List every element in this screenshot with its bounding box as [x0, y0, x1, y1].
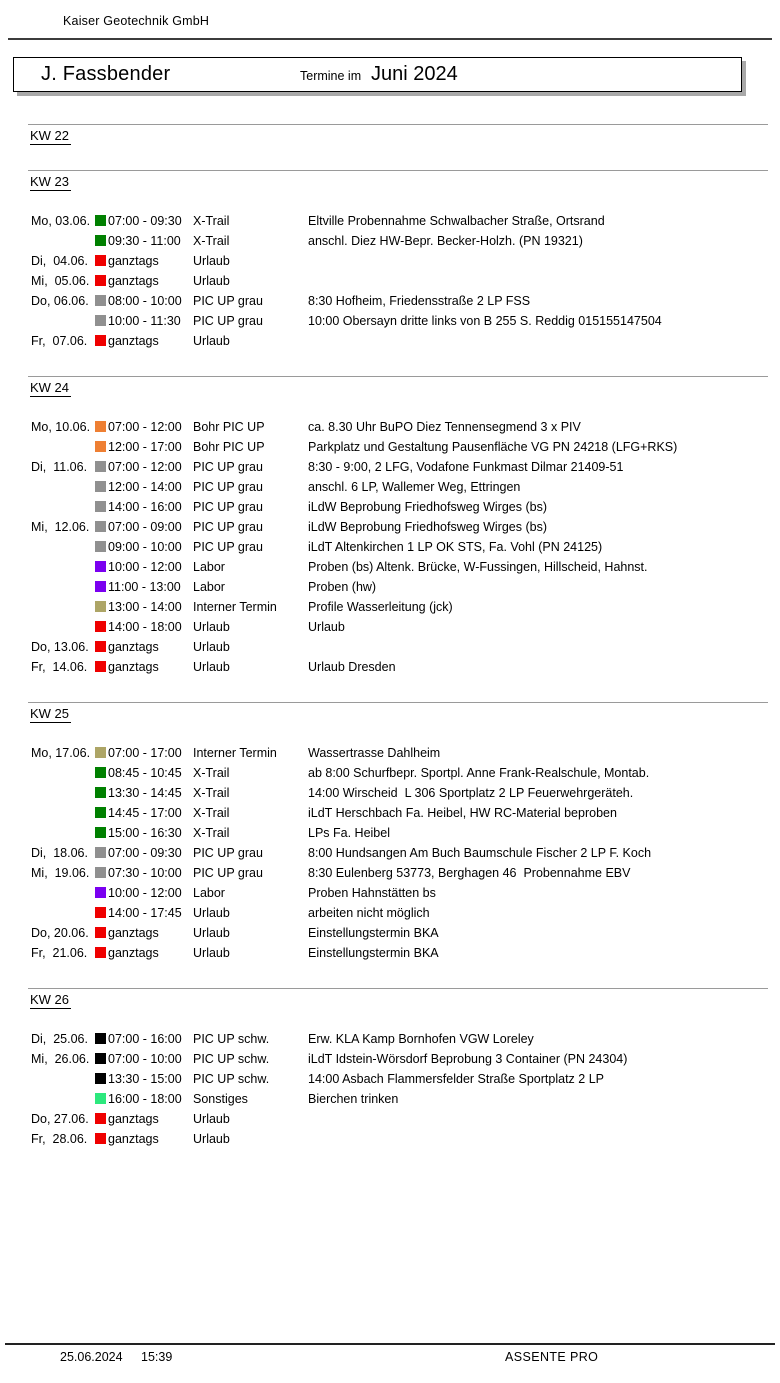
week-section — [28, 124, 768, 145]
appointment-row — [28, 577, 768, 597]
day-label: Do, 13.06. — [31, 640, 89, 654]
week-section — [28, 988, 768, 1149]
day-label: Do, 20.06. — [31, 926, 89, 940]
appointment-description: iLdT Herschbach Fa. Heibel, HW RC-Material beproben — [308, 806, 617, 820]
appointment-row — [28, 311, 768, 331]
appointment-row — [28, 457, 768, 477]
day-label: Di, 04.06. — [31, 254, 88, 268]
appointment-type: Urlaub — [193, 274, 230, 288]
category-color-marker — [95, 867, 106, 878]
category-color-marker — [95, 1133, 106, 1144]
category-color-marker — [95, 787, 106, 798]
footer-app-name: ASSENTE PRO — [505, 1350, 599, 1364]
appointment-type: Urlaub — [193, 946, 230, 960]
time-range: 14:00 - 16:00 — [108, 500, 182, 514]
footer-print-time: 15:39 — [141, 1350, 173, 1364]
category-color-marker — [95, 581, 106, 592]
appointment-type: Urlaub — [193, 926, 230, 940]
day-label: Do, 27.06. — [31, 1112, 89, 1126]
day-label: Do, 06.06. — [31, 294, 89, 308]
time-range: 07:00 - 09:30 — [108, 214, 182, 228]
appointment-description: arbeiten nicht möglich — [308, 906, 430, 920]
week-rows — [28, 1029, 768, 1149]
appointment-description: LPs Fa. Heibel — [308, 826, 390, 840]
time-range: 14:00 - 17:45 — [108, 906, 182, 920]
category-color-marker — [95, 807, 106, 818]
appointment-row — [28, 1029, 768, 1049]
day-label: Mi, 05.06. — [31, 274, 90, 288]
appointment-row — [28, 331, 768, 351]
time-range: 09:00 - 10:00 — [108, 540, 182, 554]
time-range: ganztags — [108, 660, 159, 674]
time-range: ganztags — [108, 274, 159, 288]
time-range: ganztags — [108, 1112, 159, 1126]
day-label: Di, 18.06. — [31, 846, 88, 860]
day-label: Mi, 12.06. — [31, 520, 90, 534]
category-color-marker — [95, 295, 106, 306]
appointment-type: X-Trail — [193, 826, 230, 840]
appointment-type: Urlaub — [193, 640, 230, 654]
appointment-description: Profile Wasserleitung (jck) — [308, 600, 453, 614]
day-label: Fr, 28.06. — [31, 1132, 88, 1146]
appointment-type: PIC UP grau — [193, 866, 263, 880]
appointment-type: Urlaub — [193, 1112, 230, 1126]
category-color-marker — [95, 827, 106, 838]
appointment-row — [28, 823, 768, 843]
weeks-container — [28, 0, 768, 1174]
appointment-description: Erw. KLA Kamp Bornhofen VGW Loreley — [308, 1032, 534, 1046]
appointment-type: X-Trail — [193, 234, 230, 248]
footer-print-date: 25.06.2024 — [60, 1350, 123, 1364]
appointment-description: ab 8:00 Schurfbepr. Sportpl. Anne Frank-Realschule, Montab. — [308, 766, 650, 780]
week-label: KW 23 — [30, 174, 70, 189]
appointment-row — [28, 923, 768, 943]
appointment-row — [28, 617, 768, 637]
time-range: 10:00 - 12:00 — [108, 560, 182, 574]
category-color-marker — [95, 275, 106, 286]
day-label: Mo, 17.06. — [31, 746, 91, 760]
appointment-type: Sonstiges — [193, 1092, 248, 1106]
category-color-marker — [95, 481, 106, 492]
appointment-type: Bohr PIC UP — [193, 420, 265, 434]
time-range: 13:30 - 15:00 — [108, 1072, 182, 1086]
appointment-description: Eltville Probennahme Schwalbacher Straße, Ortsrand — [308, 214, 605, 228]
appointment-description: iLdT Idstein-Wörsdorf Beprobung 3 Container (PN 24304) — [308, 1052, 628, 1066]
week-rows — [28, 211, 768, 351]
appointment-type: X-Trail — [193, 806, 230, 820]
week-label: KW 22 — [30, 128, 70, 143]
time-range: 07:00 - 12:00 — [108, 420, 182, 434]
appointment-description: Wassertrasse Dahlheim — [308, 746, 441, 760]
appointment-row — [28, 863, 768, 883]
appointment-row — [28, 637, 768, 657]
appointment-type: Urlaub — [193, 660, 230, 674]
appointment-row — [28, 477, 768, 497]
appointment-description: 8:00 Hundsangen Am Buch Baumschule Fischer 2 LP F. Koch — [308, 846, 652, 860]
appointment-description: 14:00 Asbach Flammersfelder Straße Sportplatz 2 LP — [308, 1072, 604, 1086]
category-color-marker — [95, 501, 106, 512]
time-range: 12:00 - 14:00 — [108, 480, 182, 494]
category-color-marker — [95, 947, 106, 958]
category-color-marker — [95, 1033, 106, 1044]
appointment-type: X-Trail — [193, 786, 230, 800]
time-range: ganztags — [108, 926, 159, 940]
appointment-row — [28, 437, 768, 457]
footer-divider — [5, 1343, 775, 1345]
day-label: Mo, 10.06. — [31, 420, 91, 434]
appointment-description: Proben (bs) Altenk. Brücke, W-Fussingen, Hillscheid, Hahnst. — [308, 560, 648, 574]
week-label: KW 25 — [30, 706, 70, 721]
person-name: J. Fassbender — [41, 63, 171, 85]
appointment-row — [28, 1109, 768, 1129]
appointment-row — [28, 657, 768, 677]
appointment-description: 14:00 Wirscheid L 306 Sportplatz 2 LP Feuerwehrgeräteh. — [308, 786, 634, 800]
time-range: 16:00 - 18:00 — [108, 1092, 182, 1106]
category-color-marker — [95, 215, 106, 226]
category-color-marker — [95, 927, 106, 938]
time-range: 07:00 - 09:00 — [108, 520, 182, 534]
time-range: 12:00 - 17:00 — [108, 440, 182, 454]
day-label: Fr, 21.06. — [31, 946, 88, 960]
appointment-type: Bohr PIC UP — [193, 440, 265, 454]
day-label: Mi, 26.06. — [31, 1052, 90, 1066]
appointment-row — [28, 903, 768, 923]
appointment-type: X-Trail — [193, 766, 230, 780]
appointment-row — [28, 743, 768, 763]
appointment-row — [28, 231, 768, 251]
appointment-description: Einstellungstermin BKA — [308, 946, 439, 960]
week-section — [28, 702, 768, 963]
appointment-row — [28, 597, 768, 617]
time-range: ganztags — [108, 1132, 159, 1146]
category-color-marker — [95, 747, 106, 758]
category-color-marker — [95, 767, 106, 778]
appointment-description: Proben Hahnstätten bs — [308, 886, 436, 900]
category-color-marker — [95, 461, 106, 472]
time-range: 10:00 - 12:00 — [108, 886, 182, 900]
category-color-marker — [95, 887, 106, 898]
appointment-description: Parkplatz und Gestaltung Pausenfläche VG PN 24218 (LFG+RKS) — [308, 440, 678, 454]
appointment-description: iLdW Beprobung Friedhofsweg Wirges (bs) — [308, 520, 547, 534]
time-range: 07:00 - 10:00 — [108, 1052, 182, 1066]
day-label: Mo, 03.06. — [31, 214, 91, 228]
appointment-row — [28, 763, 768, 783]
appointment-type: Interner Termin — [193, 600, 277, 614]
appointment-row — [28, 883, 768, 903]
title-prefix: Termine im — [300, 69, 362, 83]
time-range: 11:00 - 13:00 — [108, 580, 181, 594]
appointment-row — [28, 783, 768, 803]
time-range: 14:45 - 17:00 — [108, 806, 182, 820]
time-range: 07:00 - 16:00 — [108, 1032, 182, 1046]
day-label: Fr, 07.06. — [31, 334, 88, 348]
week-rows — [28, 743, 768, 963]
appointment-row — [28, 417, 768, 437]
appointment-type: X-Trail — [193, 214, 230, 228]
week-label: KW 26 — [30, 992, 70, 1007]
appointment-description: Urlaub Dresden — [308, 660, 396, 674]
time-range: 07:30 - 10:00 — [108, 866, 182, 880]
time-range: ganztags — [108, 254, 159, 268]
time-range: 07:00 - 09:30 — [108, 846, 182, 860]
category-color-marker — [95, 1113, 106, 1124]
appointment-type: PIC UP grau — [193, 540, 263, 554]
company-name: Kaiser Geotechnik GmbH — [63, 14, 210, 28]
appointment-type: PIC UP grau — [193, 294, 263, 308]
category-color-marker — [95, 1053, 106, 1064]
time-range: 07:00 - 12:00 — [108, 460, 182, 474]
appointment-row — [28, 1129, 768, 1149]
day-label: Di, 11.06. — [31, 460, 88, 474]
appointment-type: Urlaub — [193, 1132, 230, 1146]
day-label: Fr, 14.06. — [31, 660, 88, 674]
category-color-marker — [95, 847, 106, 858]
appointment-row — [28, 557, 768, 577]
week-section — [28, 376, 768, 677]
appointment-description: iLdW Beprobung Friedhofsweg Wirges (bs) — [308, 500, 547, 514]
title-month: Juni 2024 — [371, 63, 458, 85]
day-label: Mi, 19.06. — [31, 866, 90, 880]
time-range: 08:00 - 10:00 — [108, 294, 182, 308]
category-color-marker — [95, 641, 106, 652]
day-label: Di, 25.06. — [31, 1032, 88, 1046]
time-range: 07:00 - 17:00 — [108, 746, 182, 760]
appointment-type: PIC UP schw. — [193, 1052, 270, 1066]
time-range: 08:45 - 10:45 — [108, 766, 182, 780]
time-range: 09:30 - 11:00 — [108, 234, 181, 248]
appointment-description: Bierchen trinken — [308, 1092, 399, 1106]
appointment-type: PIC UP grau — [193, 500, 263, 514]
time-range: 13:30 - 14:45 — [108, 786, 182, 800]
time-range: ganztags — [108, 640, 159, 654]
time-range: 15:00 - 16:30 — [108, 826, 182, 840]
appointment-type: PIC UP grau — [193, 314, 263, 328]
time-range: 13:00 - 14:00 — [108, 600, 182, 614]
appointment-type: PIC UP grau — [193, 520, 263, 534]
appointment-type: Urlaub — [193, 620, 230, 634]
appointment-type: PIC UP grau — [193, 846, 263, 860]
appointment-type: Urlaub — [193, 334, 230, 348]
appointment-type: Urlaub — [193, 906, 230, 920]
appointment-description: Einstellungstermin BKA — [308, 926, 439, 940]
appointment-row — [28, 1069, 768, 1089]
week-label: KW 24 — [30, 380, 70, 395]
category-color-marker — [95, 255, 106, 266]
category-color-marker — [95, 335, 106, 346]
category-color-marker — [95, 601, 106, 612]
appointment-row — [28, 291, 768, 311]
appointment-row — [28, 843, 768, 863]
category-color-marker — [95, 661, 106, 672]
appointment-row — [28, 1049, 768, 1069]
time-range: 14:00 - 18:00 — [108, 620, 182, 634]
appointment-type: PIC UP schw. — [193, 1072, 270, 1086]
appointment-description: 8:30 - 9:00, 2 LFG, Vodafone Funkmast Dilmar 21409-51 — [308, 460, 624, 474]
time-range: ganztags — [108, 946, 159, 960]
category-color-marker — [95, 621, 106, 632]
time-range: 10:00 - 11:30 — [108, 314, 181, 328]
appointment-description: anschl. 6 LP, Wallemer Weg, Ettringen — [308, 480, 521, 494]
category-color-marker — [95, 1093, 106, 1104]
appointment-row — [28, 271, 768, 291]
category-color-marker — [95, 235, 106, 246]
appointment-type: PIC UP grau — [193, 480, 263, 494]
appointment-row — [28, 211, 768, 231]
appointment-row — [28, 1089, 768, 1109]
week-rows — [28, 417, 768, 677]
appointment-description: iLdT Altenkirchen 1 LP OK STS, Fa. Vohl (PN 24125) — [308, 540, 603, 554]
category-color-marker — [95, 315, 106, 326]
appointment-description: ca. 8.30 Uhr BuPO Diez Tennensegmend 3 x PIV — [308, 420, 581, 434]
appointment-row — [28, 251, 768, 271]
appointment-type: PIC UP schw. — [193, 1032, 270, 1046]
appointment-description: Urlaub — [308, 620, 345, 634]
appointment-description: anschl. Diez HW-Bepr. Becker-Holzh. (PN 19321) — [308, 234, 583, 248]
appointment-description: Proben (hw) — [308, 580, 377, 594]
appointment-description: 10:00 Obersayn dritte links von B 255 S. Reddig 015155147504 — [308, 314, 662, 328]
appointment-row — [28, 943, 768, 963]
week-section — [28, 170, 768, 351]
category-color-marker — [95, 521, 106, 532]
category-color-marker — [95, 561, 106, 572]
appointment-description: 8:30 Eulenberg 53773, Berghagen 46 Probennahme EBV — [308, 866, 631, 880]
appointment-row — [28, 537, 768, 557]
appointment-type: Urlaub — [193, 254, 230, 268]
appointment-type: Interner Termin — [193, 746, 277, 760]
category-color-marker — [95, 421, 106, 432]
category-color-marker — [95, 907, 106, 918]
appointment-description: 8:30 Hofheim, Friedensstraße 2 LP FSS — [308, 294, 531, 308]
category-color-marker — [95, 441, 106, 452]
appointment-type: Labor — [193, 886, 225, 900]
category-color-marker — [95, 1073, 106, 1084]
appointment-row — [28, 803, 768, 823]
time-range: ganztags — [108, 334, 159, 348]
appointment-row — [28, 517, 768, 537]
appointment-type: Labor — [193, 580, 225, 594]
appointment-row — [28, 497, 768, 517]
category-color-marker — [95, 541, 106, 552]
appointment-type: PIC UP grau — [193, 460, 263, 474]
appointment-type: Labor — [193, 560, 225, 574]
